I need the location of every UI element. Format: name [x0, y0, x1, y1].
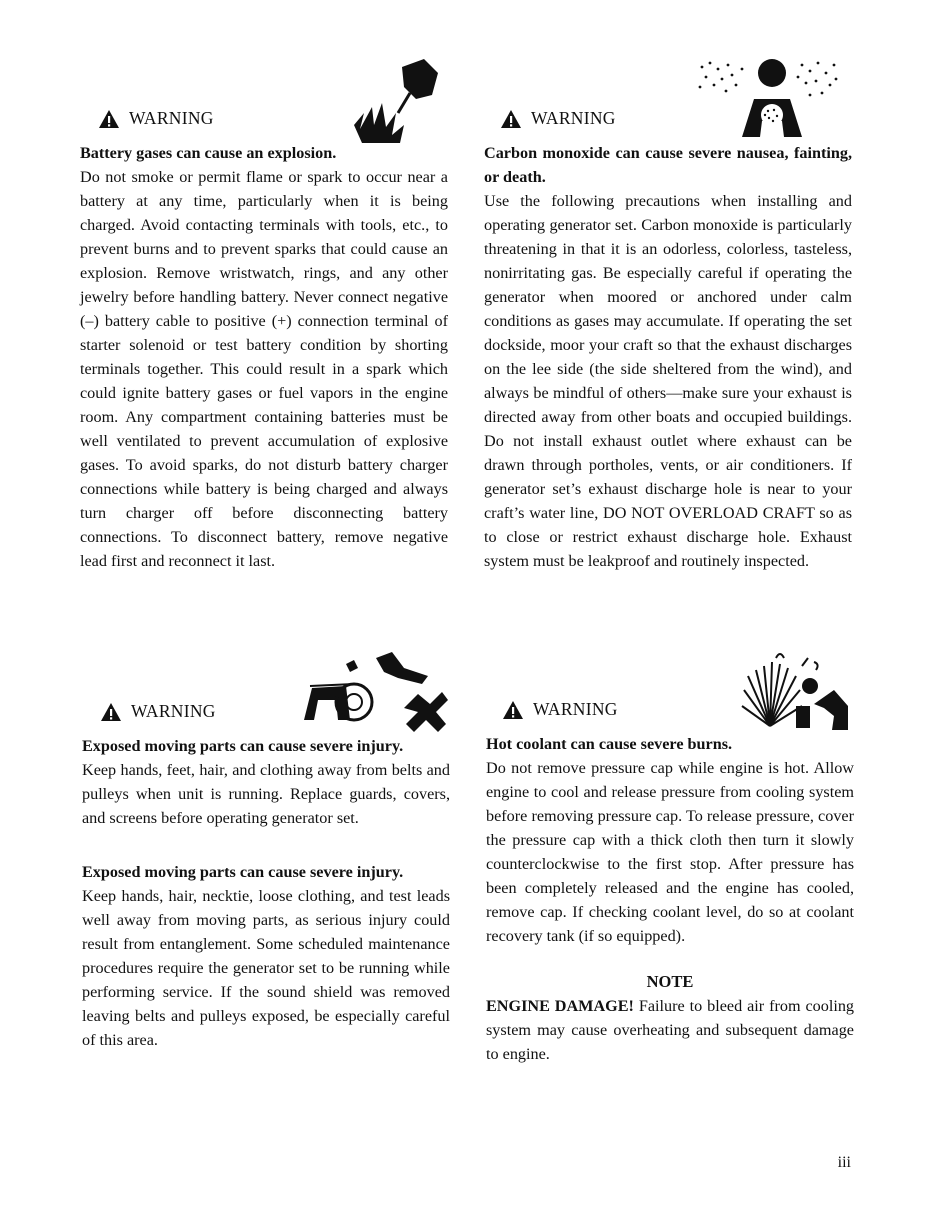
warning-body: Keep hands, feet, hair, and clothing away from belts and pulleys when unit is running. Replace guards, covers, and screens before operating generator set.: [82, 761, 450, 827]
alert-triangle-icon: [502, 700, 524, 720]
alert-triangle-icon: [98, 109, 120, 129]
warning-body: Do not remove pressure cap while engine is hot. Allow engine to cool and release pressure from cooling system before removing pressure cap. To release pressure, cover the pressure cap with a thick cloth then turn it slowly counterclockwise to the first stop. After pressure has been completely released and the engine has cooled, remove cap. If checking coolant level, do so at coolant recovery tank (if so equipped).: [486, 759, 854, 945]
warning-title: Carbon monoxide can cause severe nausea, fainting, or death.: [484, 144, 852, 186]
warning-title: Battery gases can cause an explosion.: [80, 144, 337, 162]
note-heading: NOTE: [646, 972, 694, 991]
warning-label: WARNING: [533, 699, 618, 719]
note-text: Failure to bleed air from cooling system may cause overheating and subsequent damage to engine.: [486, 997, 855, 1063]
explosion-icon: [352, 55, 442, 145]
note-lead: ENGINE DAMAGE!: [486, 997, 634, 1015]
warning-battery: [80, 55, 448, 573]
warning-hot-coolant: [486, 646, 854, 1066]
alert-triangle-icon: [100, 702, 122, 722]
warning-body-2: Keep hands, hair, necktie, loose clothing, and test leads well away from moving parts, as serious injury could result from entanglement. Some scheduled maintenance procedures require the generator set to be running while performing service. If the sound shield was removed leaving belts and pulleys exposed, be especially careful of this area.: [82, 887, 450, 1049]
hot-coolant-icon: [740, 646, 850, 732]
alert-triangle-icon: [500, 109, 522, 129]
warning-header: [80, 55, 448, 135]
warning-label: WARNING: [531, 108, 616, 128]
warning-header: [82, 648, 450, 728]
warning-header: [486, 646, 854, 726]
warning-moving-parts: [82, 648, 450, 1052]
warning-title: Hot coolant can cause severe burns.: [486, 735, 733, 753]
warning-body: Do not smoke or permit flame or spark to occur near a battery at any time, particularly when it is being charged. Avoid contacting terminals with tools, etc., to prevent burns and to prevent sparks that could cause an explosion. Remove wristwatch, rings, and any other jewelry before handling battery. Never connect negative (–) battery cable to positive (+) connection terminal of starter solenoid or test battery condition by shorting terminals together. This could result in a spark which could ignite battery gases or fuel vapors in the engine room. Any compartment containing batteries must be well ventilated to prevent accumulation of explosive gases. To avoid sparks, do not disturb battery charger connections while battery is being charged and always turn charger off before disconnecting battery connections. To disconnect battery, remove negative lead first and reconnect it last.: [80, 168, 448, 570]
warning-title-2: Exposed moving parts can cause severe injury.: [82, 863, 404, 881]
page-number: iii: [837, 1154, 851, 1171]
warning-label: WARNING: [131, 701, 216, 721]
warning-label: WARNING: [129, 108, 214, 128]
carbon-monoxide-icon: [692, 55, 842, 141]
warning-title: Exposed moving parts can cause severe injury.: [82, 737, 404, 755]
warning-header: [484, 55, 852, 135]
note-body: [486, 994, 854, 1066]
warning-body: Use the following precautions when installing and operating generator set. Carbon monoxide is particularly threatening in that it is an odorless, colorless, tasteless, nonirritating gas. Be especially careful if operating the generator when moored or anchored under calm conditions as gases may accumulate. If operating the set dockside, moor your craft so that the exhaust discharges on the lee side (the side sheltered from the wind), and always be mindful of others—make sure your exhaust is directed away from other boats and occupied buildings. Do not install exhaust outlet where exhaust can be drawn through portholes, vents, or air conditioners. If generator set’s exhaust discharge hole is near to your craft’s water line, DO NOT OVERLOAD CRAFT so as to close or restrict exhaust discharge hole. Exhaust system must be leakproof and routinely inspected.: [484, 192, 852, 570]
moving-parts-icon: [300, 650, 450, 736]
warning-carbon-monoxide: [484, 55, 852, 573]
